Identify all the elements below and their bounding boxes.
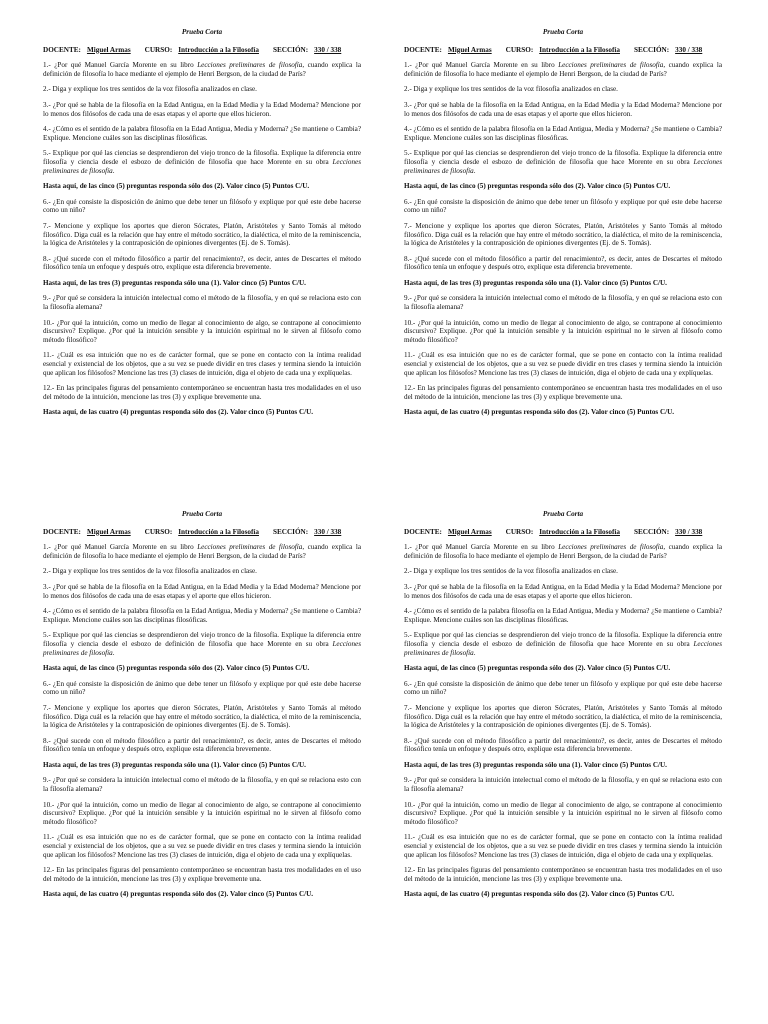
instruction-part-2: Hasta aquí, de las tres (3) preguntas responda sólo una (1). Valor cinco (5) Puntos C/U. [43, 760, 306, 769]
question-5: 5.- Explique por qué las ciencias se desprendieron del viejo tronco de la filosofía. Explique la diferencia entre filosofía y ciencia desde el esbozo de definición de filosofía que hace Morente en su obra Lecciones preliminares de filosofía. [43, 149, 361, 175]
exam-title: Prueba Corta [181, 510, 223, 518]
seccion-label: SECCIÓN: [272, 45, 309, 54]
question-1: 1.- ¿Por qué Manuel García Morente en su libro Lecciones preliminares de filosofía, cuando explica la definición de filosofía lo hace mediante el ejemplo de Henri Bergson, de la ciudad de París? [43, 61, 361, 78]
question-4: 4.- ¿Cómo es el sentido de la palabra filosofía en la Edad Antigua, Media y Moderna? ¿Se mantiene o Cambia? Explique. Mencione cuáles son las disciplinas filosóficas. [404, 607, 722, 624]
book-title: Lecciones preliminares de filosofía [404, 639, 722, 657]
curso-name: Introducción a la Filosofía [539, 45, 620, 54]
question-1: 1.- ¿Por qué Manuel García Morente en su libro Lecciones preliminares de filosofía, cuando explica la definición de filosofía lo hace mediante el ejemplo de Henri Bergson, de la ciudad de París? [404, 543, 722, 560]
instruction-part-3: Hasta aquí, de las cuatro (4) preguntas responda sólo dos (2). Valor cinco (5) Puntos C/U. [404, 890, 675, 899]
question-4: 4.- ¿Cómo es el sentido de la palabra filosofía en la Edad Antigua, Media y Moderna? ¿Se mantiene o Cambia? Explique. Mencione cuáles son las disciplinas filosóficas. [43, 125, 361, 142]
book-title: Lecciones preliminares de filosofía [197, 543, 303, 552]
question-1: 1.- ¿Por qué Manuel García Morente en su libro Lecciones preliminares de filosofía, cuando explica la definición de filosofía lo hace mediante el ejemplo de Henri Bergson, de la ciudad de París? [404, 61, 722, 78]
instruction-part-3: Hasta aquí, de las cuatro (4) preguntas responda sólo dos (2). Valor cinco (5) Puntos C/U. [43, 408, 314, 417]
question-7: 7.- Mencione y explique los aportes que dieron Sócrates, Platón, Aristóteles y Santo Tomás al método filosófico. Diga cuál es la relación que hay entre el método socrático, la dialéctica, el mito de la reminiscencia, la lógica de Aristóteles y la contraposición de opiniones divergentes (Ej. de S. Tomás). [43, 221, 361, 248]
docente-name: Miguel Armas [447, 527, 492, 536]
question-9: 9.- ¿Por qué se considera la intuición intelectual como el método de la filosofía, y en qué se relaciona esto con la filosofía alemana? [43, 294, 361, 312]
exam-header [404, 528, 722, 537]
exam-copy-bottom-left [43, 510, 361, 906]
exam-copy-top-left [43, 28, 361, 424]
seccion-label: SECCIÓN: [272, 527, 309, 536]
question-10: 10.- ¿Por qué la intuición, como un medio de llegar al conocimiento de algo, se contrapone al conocimiento discursivo? Explique. ¿Por qué la intuición sensible y la intuición espiritual no le sirven al filósofo como método filosófico? [404, 800, 722, 826]
question-2: 2.- Diga y explique los tres sentidos de la voz filosofía analizados en clase. [43, 567, 257, 576]
question-11: 11.- ¿Cuál es esa intuición que no es de carácter formal, que se pone en contacto con la íntima realidad esencial y existencial de los objetos, que a su vez se puede dividir en tres clases y termina siendo la intuición que aplican los filósofos? Mencione las tres (3) clases de intuición, diga el objeto de cada una y explíquelas. [404, 833, 722, 859]
question-10: 10.- ¿Por qué la intuición, como un medio de llegar al conocimiento de algo, se contrapone al conocimiento discursivo? Explique. ¿Por qué la intuición sensible y la intuición espiritual no le sirven al filósofo como método filosófico? [404, 318, 722, 344]
question-6: 6.- ¿En qué consiste la disposición de ánimo que debe tener un filósofo y explique por qué este debe hacerse como un niño? [404, 197, 722, 215]
book-title: Lecciones preliminares de filosofía [404, 157, 722, 175]
docente-name: Miguel Armas [86, 45, 131, 54]
exam-title: Prueba Corta [181, 28, 223, 36]
exam-title: Prueba Corta [542, 28, 584, 36]
seccion-value: 330 / 338 [314, 45, 342, 54]
exam-copy-bottom-right [404, 510, 722, 906]
question-11: 11.- ¿Cuál es esa intuición que no es de carácter formal, que se pone en contacto con la íntima realidad esencial y existencial de los objetos, que a su vez se puede dividir en tres clases y termina siendo la intuición que aplican los filósofos? Mencione las tres (3) clases de intuición, diga el objeto de cada una y explíquelas. [43, 351, 361, 377]
docente-label: DOCENTE: [43, 527, 81, 536]
curso-label: CURSO: [505, 45, 534, 54]
question-4: 4.- ¿Cómo es el sentido de la palabra filosofía en la Edad Antigua, Media y Moderna? ¿Se mantiene o Cambia? Explique. Mencione cuáles son las disciplinas filosóficas. [43, 607, 361, 624]
question-11: 11.- ¿Cuál es esa intuición que no es de carácter formal, que se pone en contacto con la íntima realidad esencial y existencial de los objetos, que a su vez se puede dividir en tres clases y termina siendo la intuición que aplican los filósofos? Mencione las tres (3) clases de intuición, diga el objeto de cada una y explíquelas. [43, 833, 361, 859]
question-10: 10.- ¿Por qué la intuición, como un medio de llegar al conocimiento de algo, se contrapone al conocimiento discursivo? Explique. ¿Por qué la intuición sensible y la intuición espiritual no le sirven al filósofo como método filosófico? [43, 318, 361, 344]
docente-name: Miguel Armas [447, 45, 492, 54]
instruction-part-2: Hasta aquí, de las tres (3) preguntas responda sólo una (1). Valor cinco (5) Puntos C/U. [404, 278, 667, 287]
exam-header [43, 46, 361, 55]
exam-header [43, 528, 361, 537]
docente-name: Miguel Armas [86, 527, 131, 536]
curso-label: CURSO: [505, 527, 534, 536]
question-9: 9.- ¿Por qué se considera la intuición intelectual como el método de la filosofía, y en qué se relaciona esto con la filosofía alemana? [404, 294, 722, 312]
curso-name: Introducción a la Filosofía [178, 527, 259, 536]
book-title: Lecciones preliminares de filosofía [558, 543, 664, 552]
question-12: 12.- En las principales figuras del pensamiento contemporáneo se encuentran hasta tres modalidades en el uso del método de la intuición, mencione las tres (3) y explique brevemente una. [404, 866, 722, 883]
question-10: 10.- ¿Por qué la intuición, como un medio de llegar al conocimiento de algo, se contrapone al conocimiento discursivo? Explique. ¿Por qué la intuición sensible y la intuición espiritual no le sirven al filósofo como método filosófico? [43, 800, 361, 826]
curso-label: CURSO: [144, 527, 173, 536]
instruction-part-1: Hasta aquí, de las cinco (5) preguntas responda sólo dos (2). Valor cinco (5) Puntos C/U. [43, 664, 310, 673]
question-7: 7.- Mencione y explique los aportes que dieron Sócrates, Platón, Aristóteles y Santo Tomás al método filosófico. Diga cuál es la relación que hay entre el método socrático, la dialéctica, el mito de la reminiscencia, la lógica de Aristóteles y la contraposición de opiniones divergentes (Ej. de S. Tomás). [43, 703, 361, 730]
question-9: 9.- ¿Por qué se considera la intuición intelectual como el método de la filosofía, y en qué se relaciona esto con la filosofía alemana? [43, 776, 361, 794]
seccion-value: 330 / 338 [675, 527, 703, 536]
question-1: 1.- ¿Por qué Manuel García Morente en su libro Lecciones preliminares de filosofía, cuando explica la definición de filosofía lo hace mediante el ejemplo de Henri Bergson, de la ciudad de París? [43, 543, 361, 560]
question-2: 2.- Diga y explique los tres sentidos de la voz filosofía analizados en clase. [43, 85, 257, 94]
question-6: 6.- ¿En qué consiste la disposición de ánimo que debe tener un filósofo y explique por qué este debe hacerse como un niño? [404, 679, 722, 697]
question-12: 12.- En las principales figuras del pensamiento contemporáneo se encuentran hasta tres modalidades en el uso del método de la intuición, mencione las tres (3) y explique brevemente una. [404, 384, 722, 401]
docente-label: DOCENTE: [43, 45, 81, 54]
seccion-label: SECCIÓN: [633, 527, 670, 536]
curso-name: Introducción a la Filosofía [539, 527, 620, 536]
question-6: 6.- ¿En qué consiste la disposición de ánimo que debe tener un filósofo y explique por qué este debe hacerse como un niño? [43, 679, 361, 697]
question-3: 3.- ¿Por qué se habla de la filosofía en la Edad Antigua, en la Edad Media y la Edad Moderna? Mencione por lo menos dos filósofos de cada una de esas etapas y el aporte que ellos hicieron. [404, 100, 722, 118]
book-title: Lecciones preliminares de filosofía [558, 61, 664, 70]
question-12: 12.- En las principales figuras del pensamiento contemporáneo se encuentran hasta tres modalidades en el uso del método de la intuición, mencione las tres (3) y explique brevemente una. [43, 866, 361, 883]
question-5: 5.- Explique por qué las ciencias se desprendieron del viejo tronco de la filosofía. Explique la diferencia entre filosofía y ciencia desde el esbozo de definición de filosofía que hace Morente en su obra Lecciones preliminares de filosofía. [404, 149, 722, 175]
question-2: 2.- Diga y explique los tres sentidos de la voz filosofía analizados en clase. [404, 567, 618, 576]
exam-title: Prueba Corta [542, 510, 584, 518]
seccion-value: 330 / 338 [675, 45, 703, 54]
curso-label: CURSO: [144, 45, 173, 54]
question-8: 8.- ¿Qué sucede con el método filosófico a partir del renacimiento?, es decir, antes de Descartes el método filosófico tenía un enfoque y después otro, explique esta diferencia brevemente. [43, 736, 361, 754]
instruction-part-3: Hasta aquí, de las cuatro (4) preguntas responda sólo dos (2). Valor cinco (5) Puntos C/U. [404, 408, 675, 417]
book-title: Lecciones preliminares de filosofía [43, 157, 361, 175]
question-7: 7.- Mencione y explique los aportes que dieron Sócrates, Platón, Aristóteles y Santo Tomás al método filosófico. Diga cuál es la relación que hay entre el método socrático, la dialéctica, el mito de la reminiscencia, la lógica de Aristóteles y la contraposición de opiniones divergentes (Ej. de S. Tomás). [404, 221, 722, 248]
exam-copy-top-right [404, 28, 722, 424]
question-6: 6.- ¿En qué consiste la disposición de ánimo que debe tener un filósofo y explique por qué este debe hacerse como un niño? [43, 197, 361, 215]
instruction-part-1: Hasta aquí, de las cinco (5) preguntas responda sólo dos (2). Valor cinco (5) Puntos C/U. [404, 664, 671, 673]
docente-label: DOCENTE: [404, 45, 442, 54]
question-5: 5.- Explique por qué las ciencias se desprendieron del viejo tronco de la filosofía. Explique la diferencia entre filosofía y ciencia desde el esbozo de definición de filosofía que hace Morente en su obra Lecciones preliminares de filosofía. [43, 631, 361, 657]
book-title: Lecciones preliminares de filosofía [43, 639, 361, 657]
question-2: 2.- Diga y explique los tres sentidos de la voz filosofía analizados en clase. [404, 85, 618, 94]
instruction-part-1: Hasta aquí, de las cinco (5) preguntas responda sólo dos (2). Valor cinco (5) Puntos C/U. [404, 182, 671, 191]
exam-header [404, 46, 722, 55]
question-3: 3.- ¿Por qué se habla de la filosofía en la Edad Antigua, en la Edad Media y la Edad Moderna? Mencione por lo menos dos filósofos de cada una de esas etapas y el aporte que ellos hicieron. [43, 100, 361, 118]
question-3: 3.- ¿Por qué se habla de la filosofía en la Edad Antigua, en la Edad Media y la Edad Moderna? Mencione por lo menos dos filósofos de cada una de esas etapas y el aporte que ellos hicieron. [43, 582, 361, 600]
instruction-part-3: Hasta aquí, de las cuatro (4) preguntas responda sólo dos (2). Valor cinco (5) Puntos C/U. [43, 890, 314, 899]
question-7: 7.- Mencione y explique los aportes que dieron Sócrates, Platón, Aristóteles y Santo Tomás al método filosófico. Diga cuál es la relación que hay entre el método socrático, la dialéctica, el mito de la reminiscencia, la lógica de Aristóteles y la contraposición de opiniones divergentes (Ej. de S. Tomás). [404, 703, 722, 730]
docente-label: DOCENTE: [404, 527, 442, 536]
question-11: 11.- ¿Cuál es esa intuición que no es de carácter formal, que se pone en contacto con la íntima realidad esencial y existencial de los objetos, que a su vez se puede dividir en tres clases y termina siendo la intuición que aplican los filósofos? Mencione las tres (3) clases de intuición, diga el objeto de cada una y explíquelas. [404, 351, 722, 377]
question-8: 8.- ¿Qué sucede con el método filosófico a partir del renacimiento?, es decir, antes de Descartes el método filosófico tenía un enfoque y después otro, explique esta diferencia brevemente. [404, 736, 722, 754]
question-9: 9.- ¿Por qué se considera la intuición intelectual como el método de la filosofía, y en qué se relaciona esto con la filosofía alemana? [404, 776, 722, 794]
instruction-part-2: Hasta aquí, de las tres (3) preguntas responda sólo una (1). Valor cinco (5) Puntos C/U. [43, 278, 306, 287]
question-5: 5.- Explique por qué las ciencias se desprendieron del viejo tronco de la filosofía. Explique la diferencia entre filosofía y ciencia desde el esbozo de definición de filosofía que hace Morente en su obra Lecciones preliminares de filosofía. [404, 631, 722, 657]
question-8: 8.- ¿Qué sucede con el método filosófico a partir del renacimiento?, es decir, antes de Descartes el método filosófico tenía un enfoque y después otro, explique esta diferencia brevemente. [404, 254, 722, 272]
seccion-value: 330 / 338 [314, 527, 342, 536]
question-12: 12.- En las principales figuras del pensamiento contemporáneo se encuentran hasta tres modalidades en el uso del método de la intuición, mencione las tres (3) y explique brevemente una. [43, 384, 361, 401]
question-8: 8.- ¿Qué sucede con el método filosófico a partir del renacimiento?, es decir, antes de Descartes el método filosófico tenía un enfoque y después otro, explique esta diferencia brevemente. [43, 254, 361, 272]
instruction-part-2: Hasta aquí, de las tres (3) preguntas responda sólo una (1). Valor cinco (5) Puntos C/U. [404, 760, 667, 769]
question-4: 4.- ¿Cómo es el sentido de la palabra filosofía en la Edad Antigua, Media y Moderna? ¿Se mantiene o Cambia? Explique. Mencione cuáles son las disciplinas filosóficas. [404, 125, 722, 142]
curso-name: Introducción a la Filosofía [178, 45, 259, 54]
seccion-label: SECCIÓN: [633, 45, 670, 54]
instruction-part-1: Hasta aquí, de las cinco (5) preguntas responda sólo dos (2). Valor cinco (5) Puntos C/U. [43, 182, 310, 191]
book-title: Lecciones preliminares de filosofía [197, 61, 303, 70]
question-3: 3.- ¿Por qué se habla de la filosofía en la Edad Antigua, en la Edad Media y la Edad Moderna? Mencione por lo menos dos filósofos de cada una de esas etapas y el aporte que ellos hicieron. [404, 582, 722, 600]
